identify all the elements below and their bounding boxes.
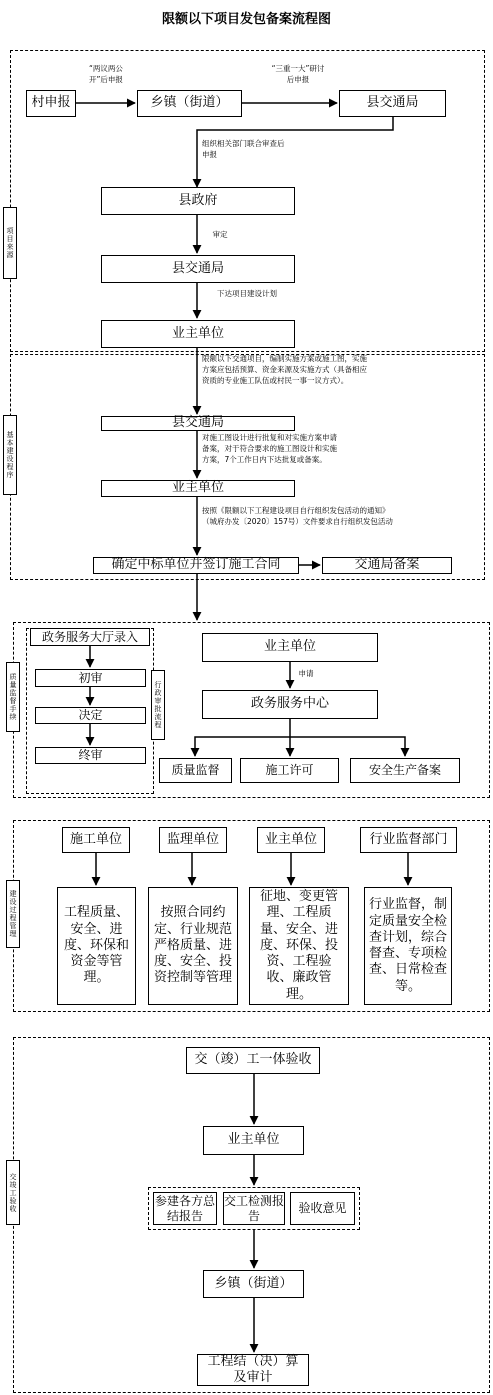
note-transport-approval: 对施工图设计进行批复和对实施方案申请备案，对于符合要求的施工图设计和实施方案，7个工作日内下达批复或备案。 <box>202 433 337 464</box>
safety-production-filing-box: 安全生产备案 <box>350 758 460 783</box>
section-tab-construction-procedure: 基本建设程序 <box>3 415 17 495</box>
note-transport-to-owner: 下达项目建设计划 <box>217 289 277 298</box>
industry-regulator-header: 行业监督部门 <box>360 827 457 853</box>
page-title: 限额以下项目发包备案流程图 <box>161 12 331 27</box>
county-transport-bureau-box-2: 县交通局 <box>101 255 295 283</box>
town-box-2: 乡镇（街道） <box>203 1270 304 1298</box>
village-application-box: 村申报 <box>26 90 76 117</box>
section-tab-project-source: 项目来源 <box>3 207 17 279</box>
note-town-to-county: “三重一大”研讨后申报 <box>271 64 325 84</box>
county-transport-bureau-box-3: 县交通局 <box>101 416 295 431</box>
note-village-to-town: “两议两公开”后申报 <box>89 64 123 84</box>
contract-signing-box: 确定中标单位并签订施工合同 <box>93 557 299 574</box>
integrated-acceptance-box: 交（竣）工一体验收 <box>186 1047 320 1074</box>
final-review-box: 终审 <box>35 747 146 764</box>
acceptance-opinion-box: 验收意见 <box>290 1192 355 1225</box>
owner-duties: 征地、变更管理、工程质量、安全、进度、环保、投资、工程验收、廉政管理。 <box>249 887 349 1005</box>
transport-bureau-filing-box: 交通局备案 <box>322 557 452 574</box>
note-gov-to-transport: 审定 <box>212 230 228 239</box>
county-transport-bureau-box: 县交通局 <box>339 90 446 117</box>
participants-summary-report-box: 参建各方总结报告 <box>153 1192 217 1225</box>
settlement-audit-box: 工程结（决）算及审计 <box>197 1354 309 1386</box>
owner-unit-box: 业主单位 <box>101 320 295 348</box>
side-tab-approval-process: 行政审批流程 <box>151 670 165 740</box>
note-apply: 申请 <box>298 669 314 678</box>
owner-header: 业主单位 <box>257 827 325 853</box>
note-county-to-gov: 组织相关部门联合审查后申报 <box>202 139 285 159</box>
service-hall-entry-box: 政务服务大厅录入 <box>30 628 150 646</box>
decision-box: 决定 <box>35 707 146 724</box>
industry-regulator-duties: 行业监督，制定质量安全检查计划，综合督查、专项检查、日常检查等。 <box>364 887 452 1005</box>
quality-supervision-box: 质量监督 <box>159 758 232 783</box>
section-tab-construction-management: 建设过程管理 <box>6 880 20 948</box>
town-box: 乡镇（街道） <box>137 90 242 117</box>
supervisor-header: 监理单位 <box>159 827 227 853</box>
county-government-box: 县政府 <box>101 187 295 215</box>
section-construction-procedure <box>10 354 485 580</box>
owner-unit-box-4: 业主单位 <box>203 1126 304 1155</box>
note-owner-to-contract: 按照《限额以下工程建设项目自行组织发包活动的通知》（城府办发〔2020〕157号）文件要求自行组织发包活动 <box>202 506 393 526</box>
first-review-box: 初审 <box>35 669 146 687</box>
section-tab-quality-supervision: 质量监督手续 <box>6 662 20 732</box>
section-tab-completion-acceptance: 交竣工验收 <box>6 1160 20 1225</box>
owner-unit-box-3: 业主单位 <box>202 633 378 662</box>
supervisor-duties: 按照合同约定、行业规范严格质量、进度、安全、投资控制等管理 <box>148 887 238 1005</box>
contractor-duties: 工程质量、安全、进度、环保和资金等管理。 <box>57 887 136 1005</box>
contractor-header: 施工单位 <box>62 827 130 853</box>
owner-unit-box-2: 业主单位 <box>101 480 295 497</box>
construction-permit-box: 施工许可 <box>240 758 339 783</box>
note-owner-to-transport: 限额以下交通项目，编制实施方案或施工图，实施方案应包括预算、资金来源及实施方式（具备相应资质的专业施工队伍或村民一事一议方式）。 <box>202 354 367 385</box>
inspection-report-box: 交工检测报告 <box>223 1192 285 1225</box>
government-service-center-box: 政务服务中心 <box>202 690 378 719</box>
